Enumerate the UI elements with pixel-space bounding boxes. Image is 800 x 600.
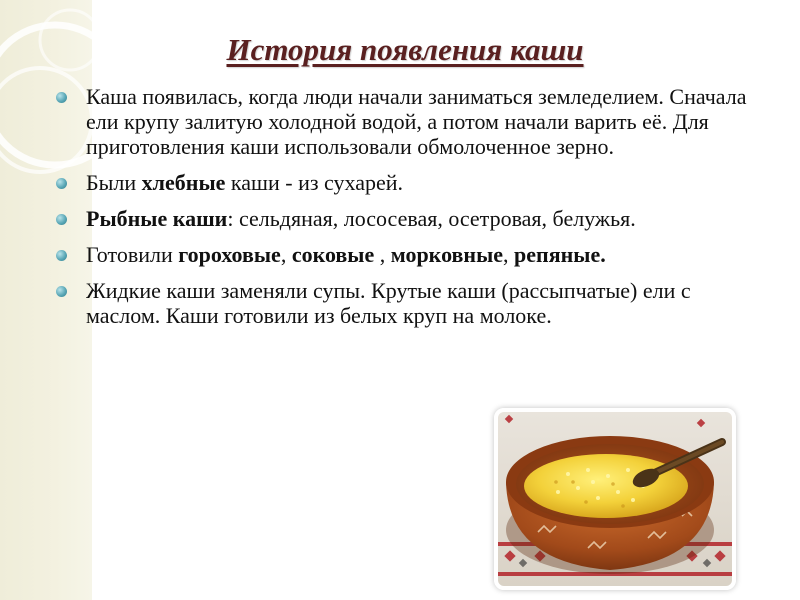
bullet-marker-icon xyxy=(56,92,67,103)
porridge-bowl-image xyxy=(498,412,732,586)
bullet-item xyxy=(56,84,756,159)
bullet-text: , xyxy=(503,242,515,267)
bullet-text: Жидкие каши заменяли супы. Крутые каши (рассыпчатые) ели с маслом. Каши xyxy=(86,278,691,328)
bullet-list xyxy=(56,84,756,339)
bullet-text: , xyxy=(374,242,391,267)
bullet-marker-icon xyxy=(56,250,67,261)
bullet-text: каши - из сухарей. xyxy=(225,170,404,195)
bullet-text: Готовили xyxy=(86,242,179,267)
bullet-text: Были xyxy=(86,170,142,195)
bullet-bold-text: репяные. xyxy=(514,242,606,267)
bullet-item xyxy=(56,278,756,328)
bullet-item xyxy=(56,206,756,231)
porridge-bowl-photo xyxy=(494,408,736,590)
bullet-marker-icon xyxy=(56,286,67,297)
bullet-bold-text: Рыбные каши xyxy=(86,206,228,231)
bullet-text: Каша появилась, когда люди начали заниматься земледелием. Сначала ели крупу залитую холодной водой, а потом начали варить её. Для приготовления каши использовали обмолоченное зерно. xyxy=(86,84,747,159)
bullet-bold-text: морковные xyxy=(390,242,504,267)
bullet-marker-icon xyxy=(56,214,67,225)
bullet-text: готовили xyxy=(224,303,309,328)
bullet-text: : сельдяная, лососевая, осетровая, белужья. xyxy=(227,206,636,231)
bullet-bold-text: соковые xyxy=(291,242,375,267)
bullet-item xyxy=(56,170,756,195)
bullet-text: из белых круп на молоке. xyxy=(308,303,552,328)
bullet-text: , xyxy=(280,242,292,267)
slide-title: История появления каши xyxy=(226,32,584,67)
bullet-marker-icon xyxy=(56,178,67,189)
bullet-item xyxy=(56,242,756,267)
bullet-bold-text: хлебные xyxy=(141,170,226,195)
bullet-bold-text: гороховые xyxy=(178,242,281,267)
